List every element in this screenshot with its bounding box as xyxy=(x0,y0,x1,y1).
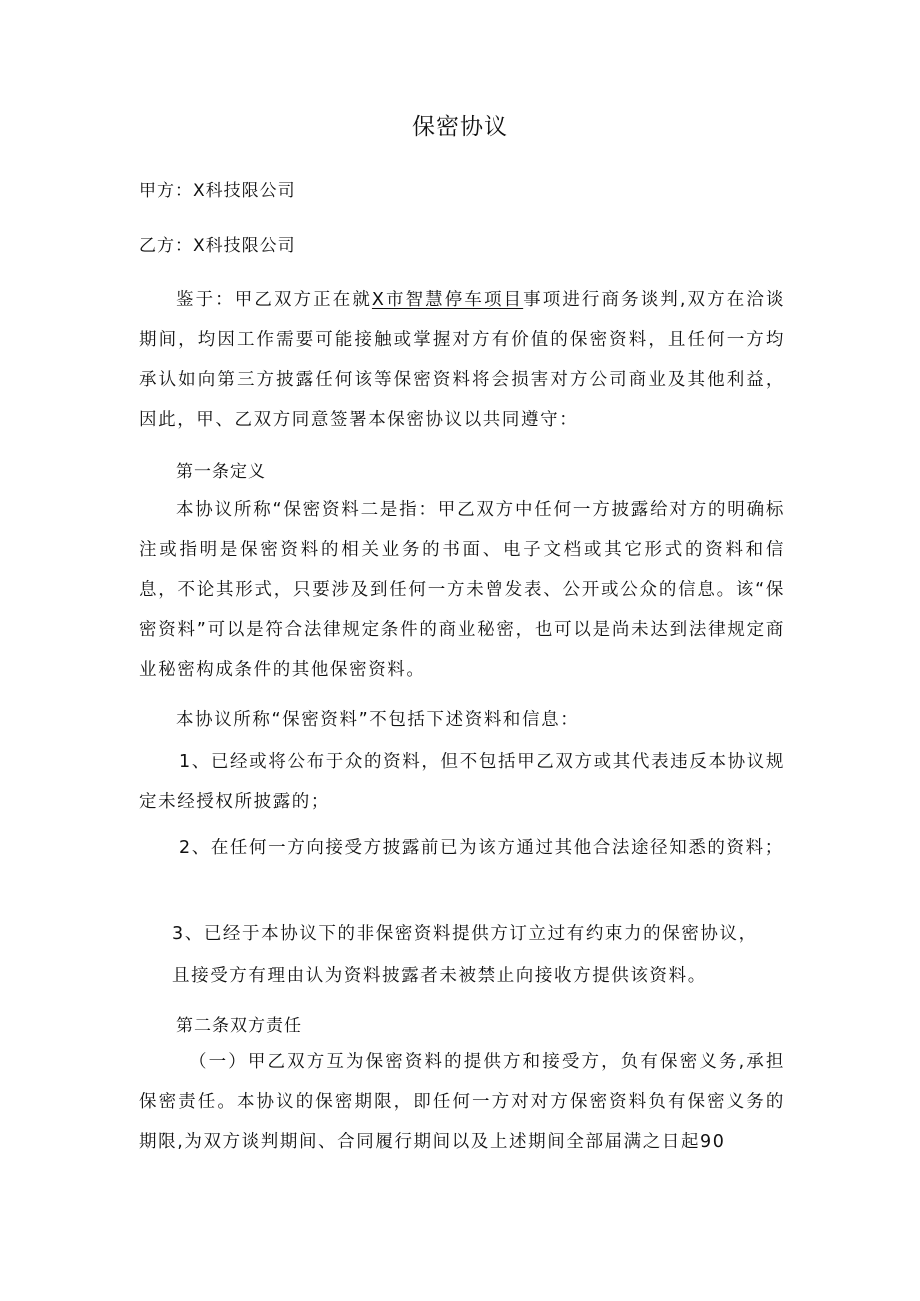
exclusion-item-3-line1: 3、已经于本协议下的非保密资料提供方订立过有约束力的保密协议， xyxy=(172,924,758,944)
document-title: 保密协议 xyxy=(412,114,508,140)
preamble-paragraph xyxy=(139,280,785,440)
article2-heading: 第二条双方责任 xyxy=(176,1016,302,1036)
exclusion-item-3-line2: 且接受方有理由认为资料披露者未被禁止向接收方提供该资料。 xyxy=(172,966,707,986)
preamble-text-before: 鉴于：甲乙双方正在就 xyxy=(176,290,372,310)
party-b: 乙方：X科技限公司 xyxy=(139,236,296,256)
article2-clause1: （一）甲乙双方互为保密资料的提供方和接受方，负有保密义务,承担保密责任。本协议的保密期限，即任何一方对对方保密资料负有保密义务的期限,为双方谈判期间、合同履行期间以及上述期间全部届满之日起90 xyxy=(139,1052,785,1152)
exclusion-item-1: 1、已经或将公布于众的资料，但不包括甲乙双方或其代表违反本协议规定未经授权所披露的； xyxy=(139,752,785,812)
preamble-text-after: 事项进行商务谈判,双方在洽谈期间，均因工作需要可能接触或掌握对方有价值的保密资料，且任何一方均承认如向第三方披露任何该等保密资料将会损害对方公司商业及其他利益，因此，甲、乙双方同意签署本保密协议以共同遵守： xyxy=(139,290,786,430)
exclusion-intro: 本协议所称“保密资料”不包括下述资料和信息： xyxy=(176,710,580,730)
exclusion-item-2: 2、在任何一方向接受方披露前已为该方通过其他合法途径知悉的资料； xyxy=(179,838,784,858)
article1-heading: 第一条定义 xyxy=(176,462,266,482)
party-a: 甲方：X科技限公司 xyxy=(139,181,296,201)
project-name: X市智慧停车项目 xyxy=(371,290,524,310)
definition-paragraph: 本协议所称“保密资料二是指：甲乙双方中任何一方披露给对方的明确标注或指明是保密资料的相关业务的书面、电子文档或其它形式的资料和信息，不论其形式，只要涉及到任何一方未曾发表、公开或公众的信息。该“保密资料”可以是符合法律规定条件的商业秘密，也可以是尚未达到法律规定商业秘密构成条件的其他保密资料。 xyxy=(139,500,785,680)
